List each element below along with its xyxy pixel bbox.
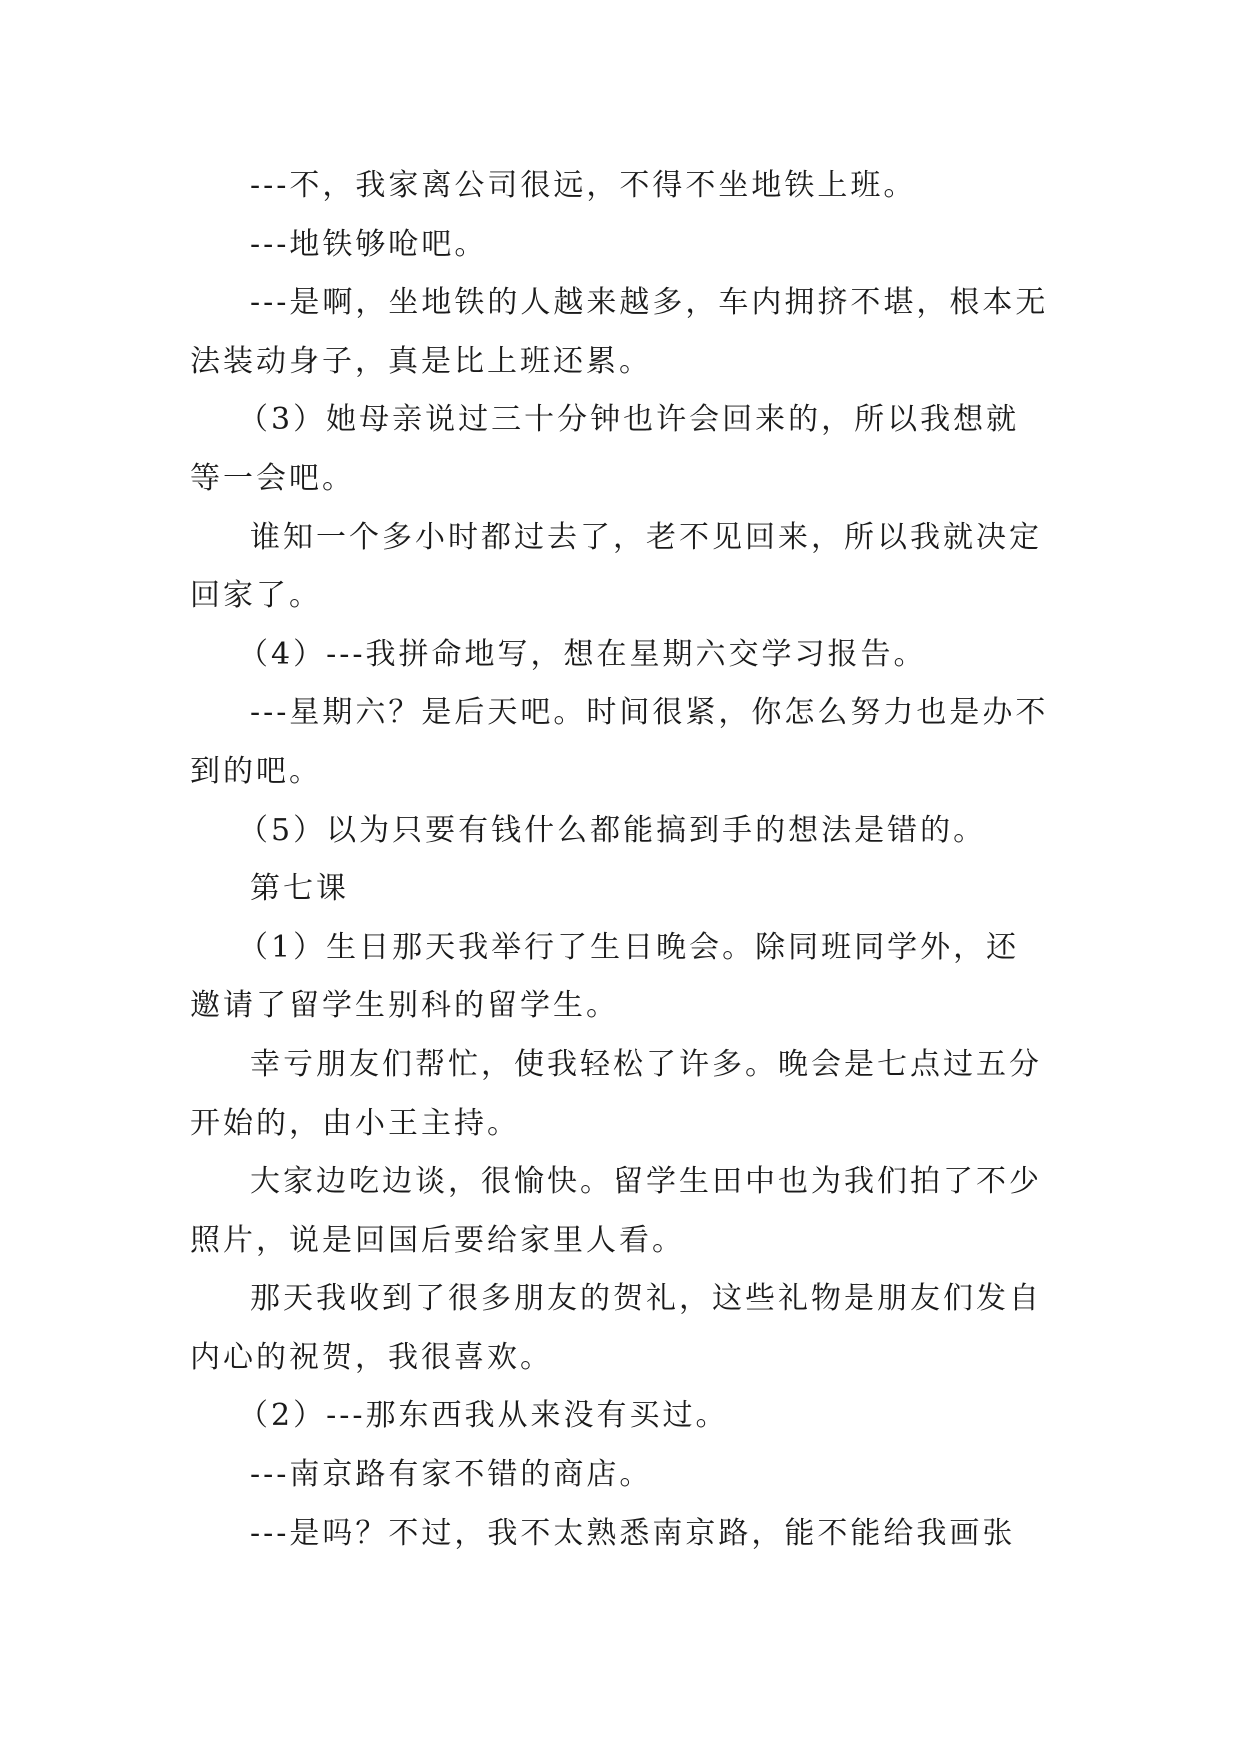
exercise-item-4: （4）---我拼命地写，想在星期六交学习报告。: [238, 636, 927, 672]
paragraph: 谁知一个多小时都过去了，老不见回来，所以我就决定回家了。: [190, 519, 1042, 614]
exercise-item-5: （5）以为只要有钱什么都能搞到手的想法是错的。: [238, 812, 987, 848]
dialogue-line: ---不，我家离公司很远，不得不坐地铁上班。: [250, 168, 917, 203]
exercise-item-1: （1）生日那天我举行了生日晚会。除同班同学外，还邀请了留学生别科的留学生。: [190, 929, 1020, 1024]
exercise-item-3: （3）她母亲说过三十分钟也许会回来的，所以我想就等一会吧。: [190, 402, 1020, 496]
dialogue-line: ---是吗？不过，我不太熟悉南京路，能不能给我画张: [250, 1515, 1016, 1551]
lesson-heading: 第七课: [250, 871, 349, 907]
dialogue-line: ---地铁够呛吧。: [250, 226, 488, 262]
dialogue-line: ---星期六？是后天吧。时间很紧，你怎么努力也是办不到的吧。: [190, 695, 1049, 789]
dialogue-line: ---是啊，坐地铁的人越来越多，车内拥挤不堪，根本无法装动身子，真是比上班还累。: [190, 285, 1049, 379]
paragraph: 那天我收到了很多朋友的贺礼，这些礼物是朋友们发自内心的祝贺，我很喜欢。: [190, 1281, 1042, 1375]
paragraph: 幸亏朋友们帮忙，使我轻松了许多。晚会是七点过五分开始的，由小王主持。: [190, 1046, 1042, 1141]
exercise-item-2: （2）---那东西我从来没有买过。: [238, 1398, 729, 1434]
dialogue-line: ---南京路有家不错的商店。: [250, 1457, 653, 1493]
paragraph: 大家边吃边谈，很愉快。留学生田中也为我们拍了不少照片，说是回国后要给家里人看。: [190, 1164, 1042, 1258]
document-body: [190, 157, 1050, 1563]
